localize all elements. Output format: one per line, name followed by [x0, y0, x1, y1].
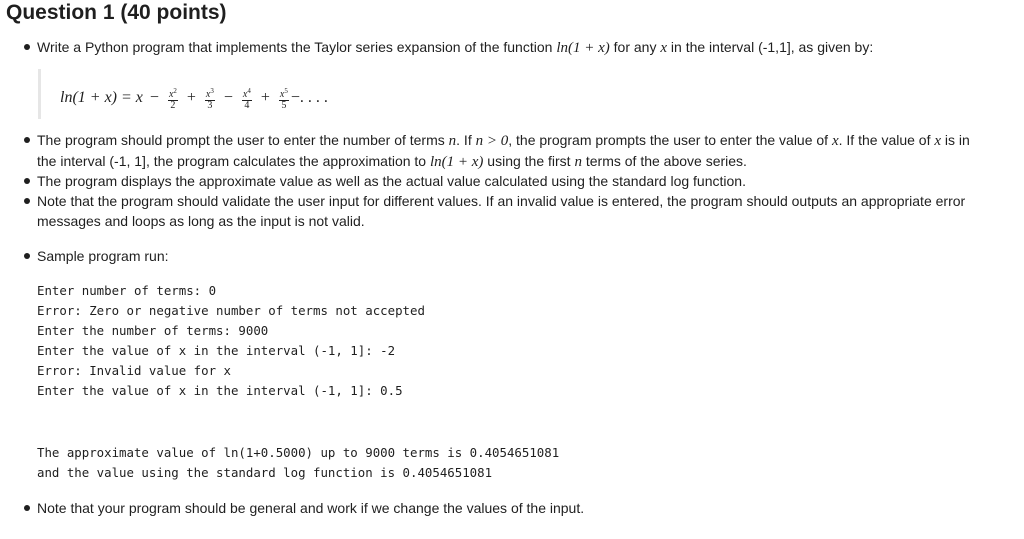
intro-paragraph: Write a Python program that implements the Taylor series expansion of the function ln(1 + x) for any x in the interval (-1,1], as given by: — [37, 39, 874, 56]
code-line: Error: Zero or negative number of terms not accepted — [37, 303, 425, 318]
fraction-term-4: $\frac{x^4}{4}$ — [242, 87, 251, 111]
code-line: and the value using the standard log function is 0.4054651081 — [37, 465, 493, 480]
bullet-dot — [24, 198, 30, 204]
fraction-term-5: $\frac{x^5}{5}$ — [279, 87, 288, 111]
code-line: Enter the number of terms: 9000 — [37, 323, 269, 338]
code-line: Enter the value of x in the interval (-1, 1]: -2 — [37, 343, 396, 358]
sample-result-code — [37, 443, 559, 483]
validation-paragraph: Note that the program should validate the user input for different values. If an invalid value is entered, the program should outputs an appropriate error messages and loops as long as the input is not valid. — [37, 193, 966, 229]
bullet-dot — [24, 178, 30, 184]
taylor-formula: ln(1 + x) = x − $\frac{x^2}{2}$ + $\frac{x^3}{3}$ − $\frac{x^4}{4}$ + $\frac{x^5}{5}$ −. . . . — [60, 87, 328, 111]
display-paragraph: The program displays the approximate value as well as the actual value calculated using the standard log function. — [37, 173, 746, 189]
formula-blockquote-bar — [38, 69, 41, 119]
sample-run-code — [37, 281, 425, 401]
bullet-dot — [24, 253, 30, 259]
bullet-dot — [24, 137, 30, 143]
bullet-dot — [24, 44, 30, 50]
fraction-term-3: $\frac{x^3}{3}$ — [205, 87, 214, 111]
prompt-paragraph: The program should prompt the user to enter the number of terms n. If n > 0, the program prompts the user to enter the value of x. If the value of x is in the interval (-1, 1], the program calculates the approximation to ln(1 + x) using the first n terms of the above series. — [37, 132, 970, 170]
question-title: Question 1 (40 points) — [6, 1, 227, 24]
sample-run-heading: Sample program run: — [37, 248, 169, 264]
fraction-term-2: $\frac{x^2}{2}$ — [168, 87, 177, 111]
code-line: Enter the value of x in the interval (-1, 1]: 0.5 — [37, 383, 403, 398]
code-line: Error: Invalid value for x — [37, 363, 231, 378]
code-line: Enter number of terms: 0 — [37, 283, 217, 298]
code-line: The approximate value of ln(1+0.5000) up to 9000 terms is 0.4054651081 — [37, 445, 560, 460]
bullet-dot — [24, 505, 30, 511]
generality-note: Note that your program should be general and work if we change the values of the input. — [37, 500, 585, 516]
